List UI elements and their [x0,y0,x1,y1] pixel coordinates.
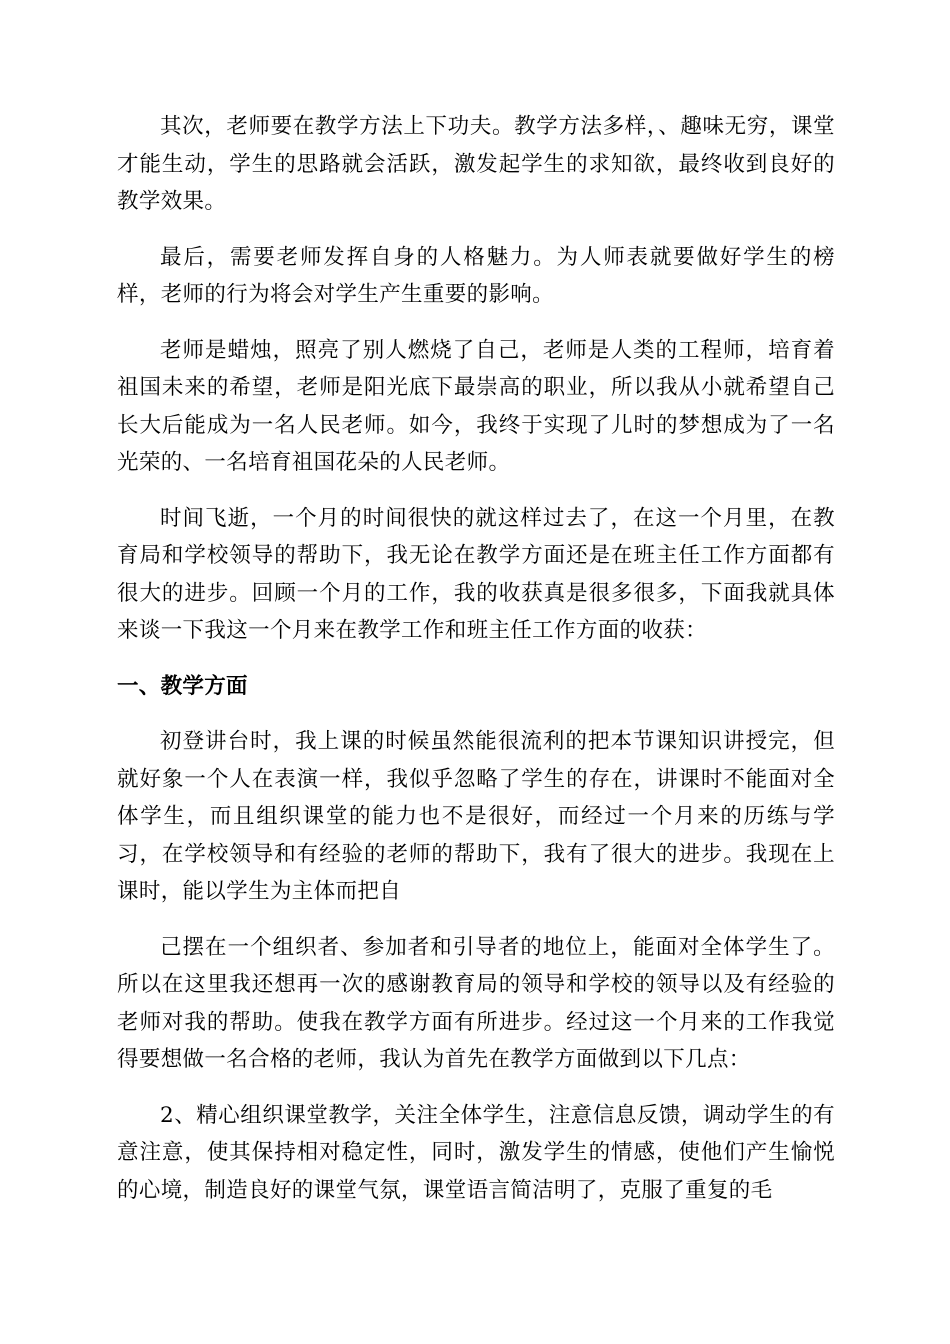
section-heading-teaching: 一、教学方面 [117,673,248,699]
paragraph-personal-charisma: 最后，需要老师发挥自身的人格魅力。为人师表就要做好学生的榜样，老师的行为将会对学生产生重要的影响。 [117,244,835,307]
paragraph-teaching-methods: 其次，老师要在教学方法上下功夫。教学方法多样，、趣味无穷，课堂才能生动，学生的思路就会活跃，激发起学生的求知欲，最终收到良好的教学效果。 [117,114,835,214]
paragraph-point-2: 2、精心组织课堂教学，关注全体学生，注意信息反馈，调动学生的有意注意，使其保持相对稳定性，同时，激发学生的情感，使他们产生愉悦的心境，制造良好的课堂气氛，课堂语言简洁明了，克服了重复的毛 [117,1102,835,1203]
document-body [117,108,835,1227]
paragraph-teacher-candle: 老师是蜡烛，照亮了别人燃烧了自己，老师是人类的工程师，培育着祖国未来的希望，老师是阳光底下最崇高的职业，所以我从小就希望自己长大后能成为一名人民老师。如今，我终于实现了儿时的梦想成为了一名光荣的、一名培育祖国花朵的人民老师。 [117,337,835,475]
paragraph-first-lectures: 初登讲台时，我上课的时候虽然能很流利的把本节课知识讲授完，但就好象一个人在表演一样，我似乎忽略了学生的存在，讲课时不能面对全体学生，而且组织课堂的能力也不是很好，而经过一个月来的历练与学习，在学校领导和有经验的老师的帮助下，我有了很大的进步。我现在上课时，能以学生为主体而把自 [117,729,835,904]
paragraph-month-review: 时间飞逝，一个月的时间很快的就这样过去了，在这一个月里，在教育局和学校领导的帮助下，我无论在教学方面还是在班主任工作方面都有很大的进步。回顾一个月的工作，我的收获真是很多很多，下面我就具体来谈一下我这一个月来在教学工作和班主任工作方面的收获： [117,505,835,643]
paragraph-gratitude: 己摆在一个组织者、参加者和引导者的地位上，能面对全体学生了。所以在这里我还想再一次的感谢教育局的领导和学校的领导以及有经验的老师对我的帮助。使我在教学方面有所进步。经过这一个月来的工作我觉得要想做一名合格的老师，我认为首先在教学方面做到以下几点： [117,934,835,1072]
